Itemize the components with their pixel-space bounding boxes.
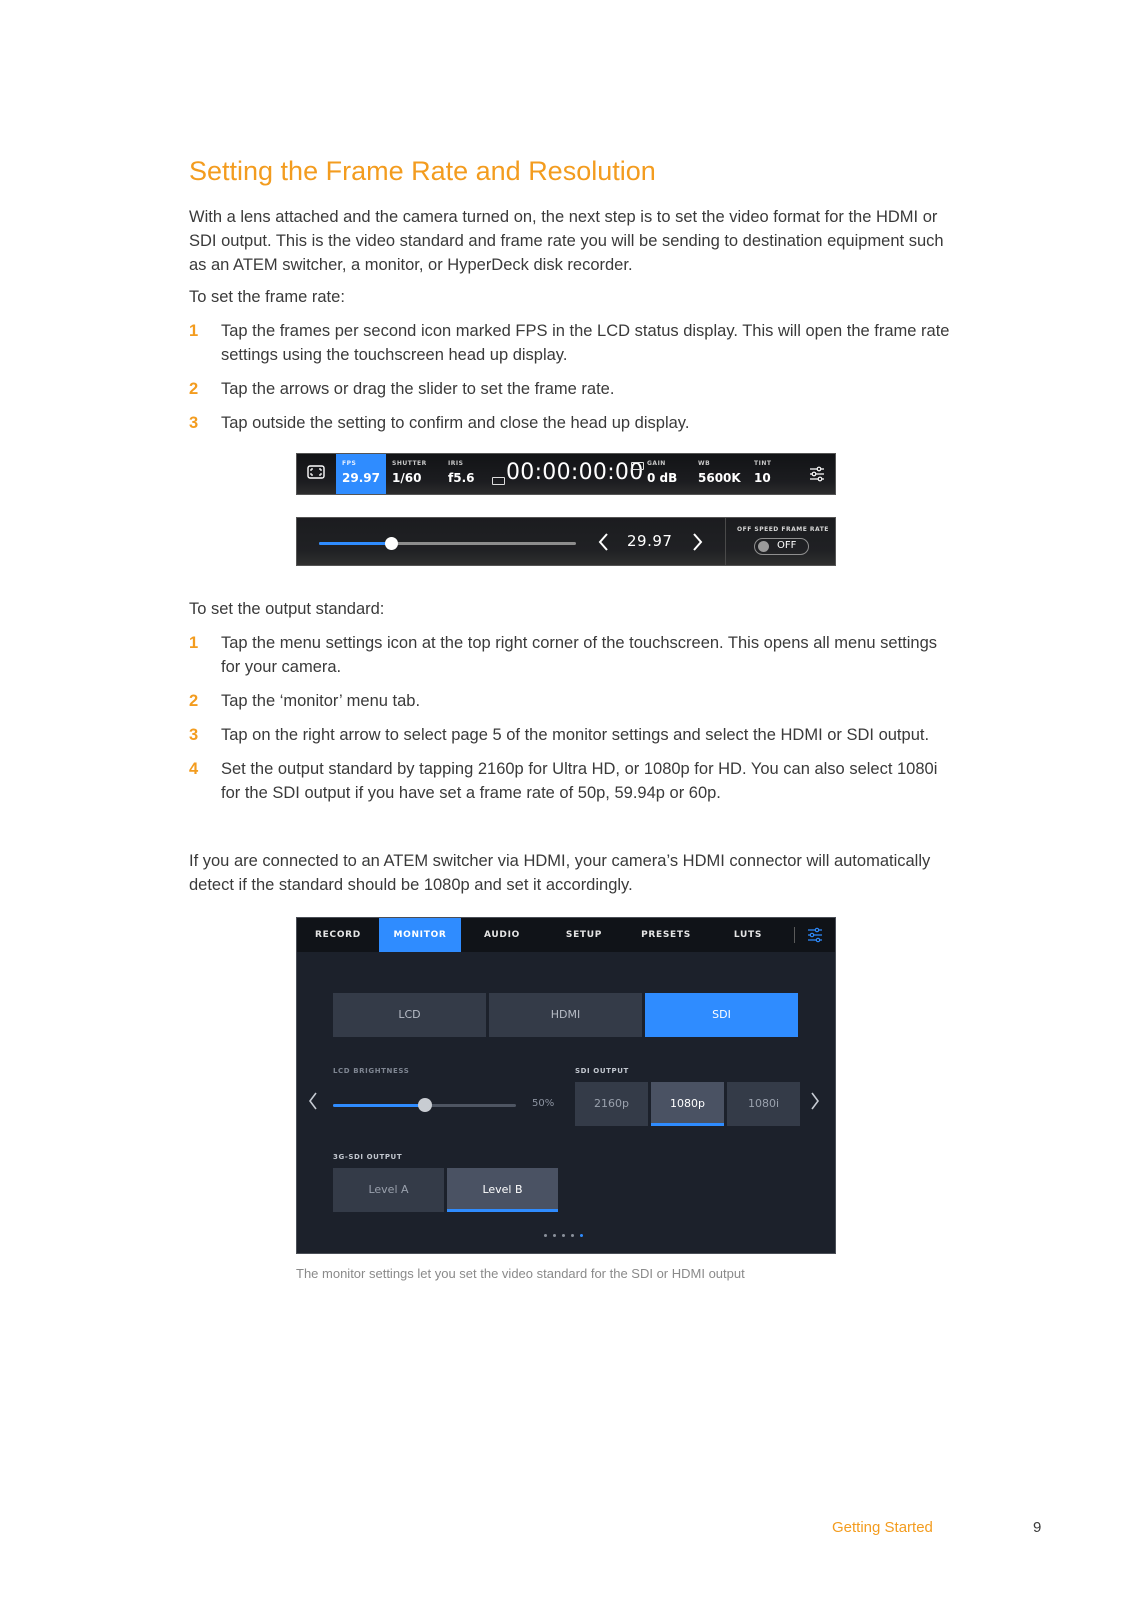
divider — [725, 518, 726, 565]
sdi-option-2160p[interactable]: 2160p — [575, 1082, 648, 1126]
step-number: 2 — [189, 692, 199, 710]
step-text: Set the output standard by tapping 2160p for Ultra HD, or 1080p for HD. You can also select 1080i for the SDI output if you have set a frame rate of 50p, 59.94p or 60p. — [221, 760, 938, 802]
divider — [794, 927, 795, 943]
slider-thumb[interactable] — [418, 1098, 432, 1112]
tab-audio[interactable]: AUDIO — [484, 930, 520, 940]
step-text: Tap the ‘monitor’ menu tab. — [221, 692, 421, 710]
step-text: Tap the arrows or drag the slider to set the frame rate. — [221, 380, 615, 398]
3g-sdi-output-label: 3G-SDI OUTPUT — [333, 1153, 403, 1161]
shutter-value: 1/60 — [392, 471, 422, 485]
frame-rate-panel — [296, 517, 836, 566]
iris-value: f5.6 — [448, 471, 475, 485]
iris-button[interactable] — [442, 454, 482, 494]
frame-rate-heading: To set the frame rate: — [189, 288, 345, 306]
page-number: 9 — [1033, 1519, 1042, 1536]
frame-guides-icon[interactable] — [307, 465, 325, 479]
slider-thumb[interactable] — [385, 537, 398, 550]
page-dot — [562, 1234, 565, 1237]
lcd-brightness-value: 50% — [532, 1098, 555, 1109]
step-number: 1 — [189, 634, 199, 652]
step-number: 4 — [189, 760, 199, 778]
chevron-right-icon[interactable] — [809, 1090, 821, 1112]
off-speed-frame-rate-label: OFF SPEED FRAME RATE — [737, 526, 829, 533]
level-b-option[interactable]: Level B — [447, 1168, 558, 1212]
sdi-option-1080i[interactable]: 1080i — [727, 1082, 800, 1126]
iris-label: IRIS — [448, 460, 464, 467]
timecode[interactable]: 00:00:00:00 — [506, 460, 644, 485]
tint-label: TINT — [754, 460, 772, 467]
page-dot — [553, 1234, 556, 1237]
fps-button[interactable] — [336, 454, 386, 494]
frame-rate-slider[interactable] — [319, 542, 576, 545]
lcd-status-bar — [296, 453, 836, 495]
tab-setup[interactable]: SETUP — [565, 930, 603, 940]
page-dot-active — [580, 1234, 583, 1237]
gain-label: GAIN — [647, 460, 666, 467]
gain-value: 0 dB — [647, 471, 678, 485]
white-balance-button[interactable] — [692, 454, 747, 494]
tab-presets[interactable]: PRESETS — [641, 930, 691, 940]
list-item — [189, 631, 959, 679]
list-item — [189, 723, 959, 747]
toggle-label: OFF — [777, 540, 797, 551]
tab-monitor[interactable]: MONITOR — [379, 918, 461, 952]
list-item — [189, 689, 959, 713]
segment-sdi[interactable]: SDI — [645, 993, 798, 1037]
page-title: Setting the Frame Rate and Resolution — [189, 156, 656, 186]
list-item — [189, 757, 959, 805]
frame-rate-steps — [189, 319, 959, 445]
list-item — [189, 319, 959, 367]
output-heading: To set the output standard: — [189, 600, 385, 618]
fps-value: 29.97 — [342, 471, 380, 485]
footer-section-title: Getting Started — [832, 1519, 933, 1536]
list-item — [189, 411, 959, 435]
tab-record[interactable]: RECORD — [315, 930, 361, 940]
chevron-left-icon[interactable] — [597, 530, 611, 554]
atem-note: If you are connected to an ATEM switcher via HDMI, your camera’s HDMI connector will automatically detect if the standard should be 1080p and set it accordingly. — [189, 852, 931, 894]
wb-label: WB — [698, 460, 711, 467]
frame-rate-value: 29.97 — [627, 532, 673, 550]
segment-hdmi[interactable]: HDMI — [489, 993, 642, 1037]
chevron-left-icon[interactable] — [307, 1090, 319, 1112]
menu-tab-bar — [297, 918, 835, 952]
sdi-output-label: SDI OUTPUT — [575, 1067, 629, 1075]
monitor-menu-screenshot — [296, 917, 836, 1254]
level-a-option[interactable]: Level A — [333, 1168, 444, 1212]
step-number: 3 — [189, 726, 199, 744]
settings-sliders-icon[interactable] — [807, 927, 823, 943]
output-steps — [189, 631, 959, 815]
toggle-knob — [758, 541, 769, 552]
wb-value: 5600K — [698, 471, 741, 485]
tint-value: 10 — [754, 471, 771, 485]
step-number: 2 — [189, 380, 199, 398]
step-text: Tap the menu settings icon at the top right corner of the touchscreen. This opens all menu settings for your camera. — [221, 634, 938, 676]
step-number: 3 — [189, 414, 199, 432]
gain-button[interactable] — [641, 454, 689, 494]
intro-paragraph: With a lens attached and the camera turned on, the next step is to set the video format for the HDMI or SDI output. This is the video standard and frame rate you will be sending to destination equipment such as an ATEM switcher, a monitor, or HyperDeck disk recorder. — [189, 208, 944, 274]
page-dot — [571, 1234, 574, 1237]
page-dot — [544, 1234, 547, 1237]
segment-lcd[interactable]: LCD — [333, 993, 486, 1037]
step-text: Tap on the right arrow to select page 5 of the monitor settings and select the HDMI or SDI output. — [221, 726, 930, 744]
step-text: Tap outside the setting to confirm and close the head up display. — [221, 414, 690, 432]
step-number: 1 — [189, 322, 199, 340]
shutter-label: SHUTTER — [392, 460, 427, 467]
figure-caption: The monitor settings let you set the video standard for the SDI or HDMI output — [296, 1266, 745, 1281]
tint-button[interactable] — [748, 454, 788, 494]
fps-label: FPS — [342, 460, 357, 467]
step-text: Tap the frames per second icon marked FPS in the LCD status display. This will open the frame rate settings using the touchscreen head up display. — [221, 322, 950, 364]
slider-fill — [333, 1104, 425, 1107]
lcd-brightness-label: LCD BRIGHTNESS — [333, 1067, 410, 1075]
chevron-right-icon[interactable] — [690, 530, 704, 554]
off-speed-toggle[interactable] — [754, 538, 809, 555]
sdi-option-1080p[interactable]: 1080p — [651, 1082, 724, 1126]
list-item — [189, 377, 959, 401]
timecode-badge-icon — [492, 477, 505, 485]
settings-sliders-icon[interactable] — [809, 465, 825, 483]
tab-luts[interactable]: LUTS — [733, 930, 763, 940]
slider-fill — [319, 542, 391, 545]
shutter-button[interactable] — [386, 454, 442, 494]
lcd-brightness-slider[interactable] — [333, 1104, 516, 1107]
